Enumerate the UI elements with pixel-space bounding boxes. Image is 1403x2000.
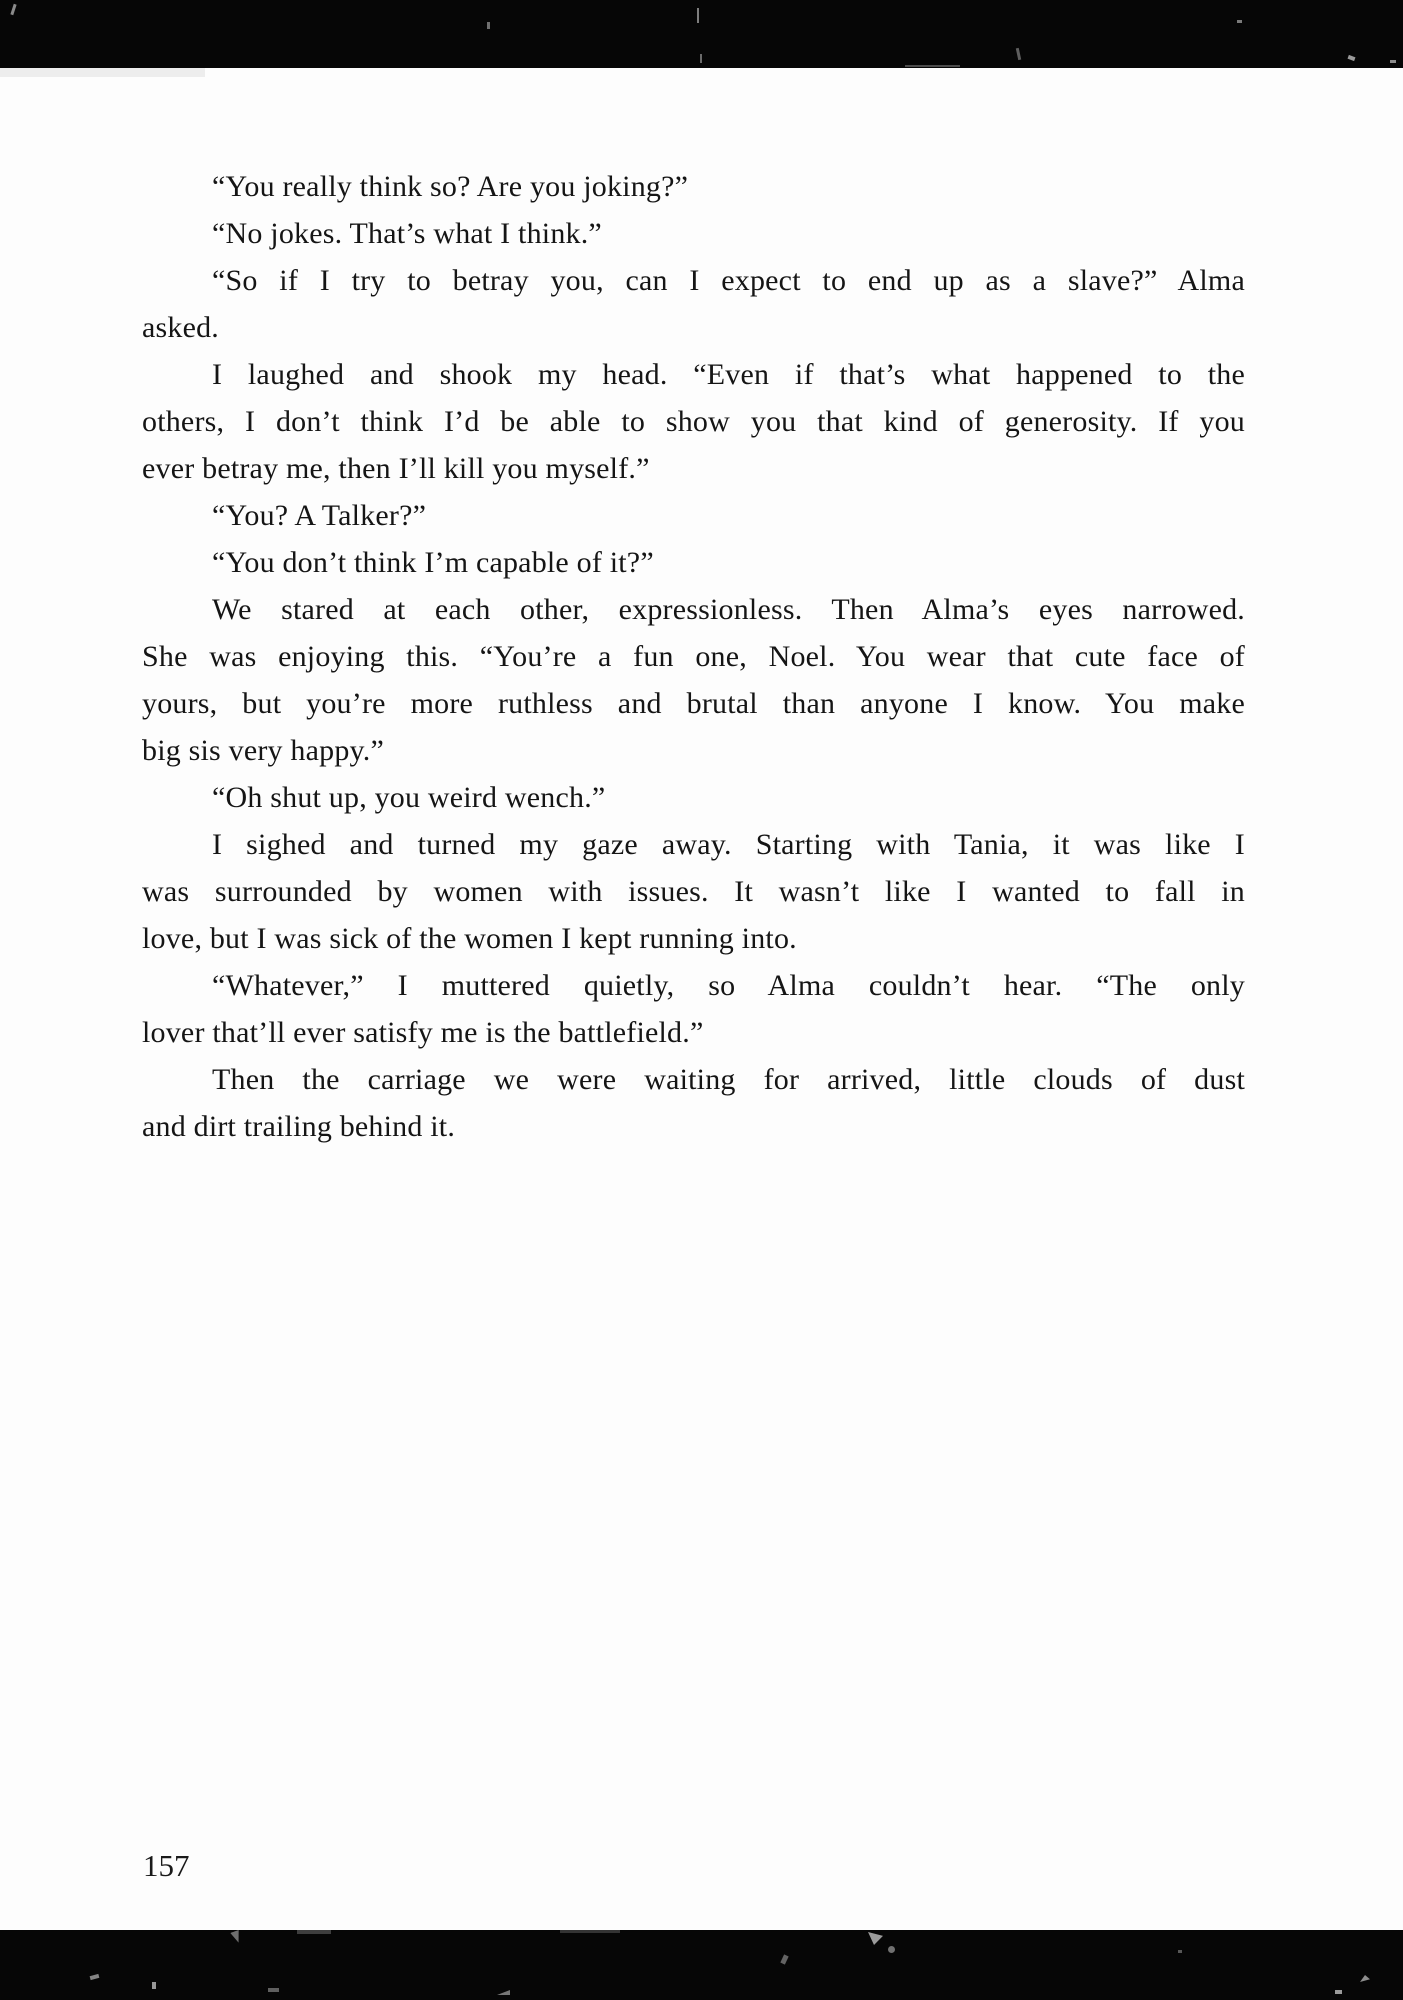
text-line: “You don’t think I’m capable of it?” bbox=[212, 546, 654, 579]
text-line: “Whatever,” I muttered quietly, so Alma couldn’t hear. “The only bbox=[212, 969, 1245, 1002]
text-line: big sis very happy.” bbox=[142, 734, 385, 767]
scan-speck bbox=[1335, 1990, 1342, 1994]
paragraph bbox=[142, 774, 1245, 821]
text-line: and dirt trailing behind it. bbox=[142, 1110, 456, 1143]
scan-speck bbox=[297, 1930, 331, 1934]
page-text bbox=[142, 163, 1245, 1150]
text-line: asked. bbox=[142, 311, 220, 344]
paragraph bbox=[142, 163, 1245, 210]
scan-speck bbox=[1360, 1975, 1370, 1982]
scan-speck bbox=[697, 8, 699, 23]
text-line: “Oh shut up, you weird wench.” bbox=[212, 781, 606, 814]
scan-speck bbox=[90, 1974, 100, 1980]
text-line: “You really think so? Are you joking?” bbox=[212, 170, 689, 203]
scan-speck bbox=[700, 54, 702, 63]
paragraph bbox=[142, 962, 1245, 1056]
text-line: “No jokes. That’s what I think.” bbox=[212, 217, 602, 250]
text-line: I laughed and shook my head. “Even if that’s what happened to the bbox=[212, 358, 1245, 391]
paragraph bbox=[142, 210, 1245, 257]
page-number: 157 bbox=[143, 1848, 190, 1883]
scan-speck bbox=[888, 1946, 895, 1953]
scan-speck bbox=[780, 1954, 788, 1964]
text-line: “You? A Talker?” bbox=[212, 499, 427, 532]
text-line: love, but I was sick of the women I kept running into. bbox=[142, 922, 797, 955]
scan-speck bbox=[905, 65, 960, 67]
paragraph bbox=[142, 586, 1245, 774]
paragraph bbox=[142, 1056, 1245, 1150]
scan-speck bbox=[868, 1932, 883, 1945]
paragraph bbox=[142, 492, 1245, 539]
scan-speck bbox=[1178, 1950, 1182, 1953]
scan-speck bbox=[1348, 55, 1356, 61]
scan-speck bbox=[1390, 60, 1396, 63]
text-line: She was enjoying this. “You’re a fun one, Noel. You wear that cute face of bbox=[142, 640, 1245, 673]
text-line: I sighed and turned my gaze away. Starting with Tania, it was like I bbox=[212, 828, 1245, 861]
text-line: We stared at each other, expressionless. Then Alma’s eyes narrowed. bbox=[212, 593, 1245, 626]
scan-speck bbox=[268, 1988, 279, 1992]
scan-speck bbox=[1016, 48, 1021, 60]
scan-speck bbox=[560, 1930, 620, 1933]
text-line: “So if I try to betray you, can I expect to end up as a slave?” Alma bbox=[212, 264, 1245, 297]
bottom-scan-bar bbox=[0, 1930, 1403, 2000]
scan-speck bbox=[487, 22, 490, 29]
top-scan-bar bbox=[0, 0, 1403, 68]
paragraph bbox=[142, 821, 1245, 962]
text-line: ever betray me, then I’ll kill you myself.” bbox=[142, 452, 650, 485]
paragraph bbox=[142, 539, 1245, 586]
text-line: yours, but you’re more ruthless and brutal than anyone I know. You make bbox=[142, 687, 1245, 720]
text-line: others, I don’t think I’d be able to show you that kind of generosity. If you bbox=[142, 405, 1245, 438]
scan-speck bbox=[1237, 20, 1242, 23]
text-line: was surrounded by women with issues. It wasn’t like I wanted to fall in bbox=[142, 875, 1245, 908]
scan-speck bbox=[152, 1982, 156, 1989]
scan-speck bbox=[10, 4, 16, 15]
text-line: Then the carriage we were waiting for arrived, little clouds of dust bbox=[212, 1063, 1245, 1096]
paragraph bbox=[142, 257, 1245, 351]
scan-speck bbox=[230, 1930, 243, 1944]
paragraph bbox=[142, 351, 1245, 492]
text-line: lover that’ll ever satisfy me is the battlefield.” bbox=[142, 1016, 704, 1049]
scan-shade bbox=[0, 68, 205, 77]
scan-speck bbox=[497, 1990, 510, 1995]
